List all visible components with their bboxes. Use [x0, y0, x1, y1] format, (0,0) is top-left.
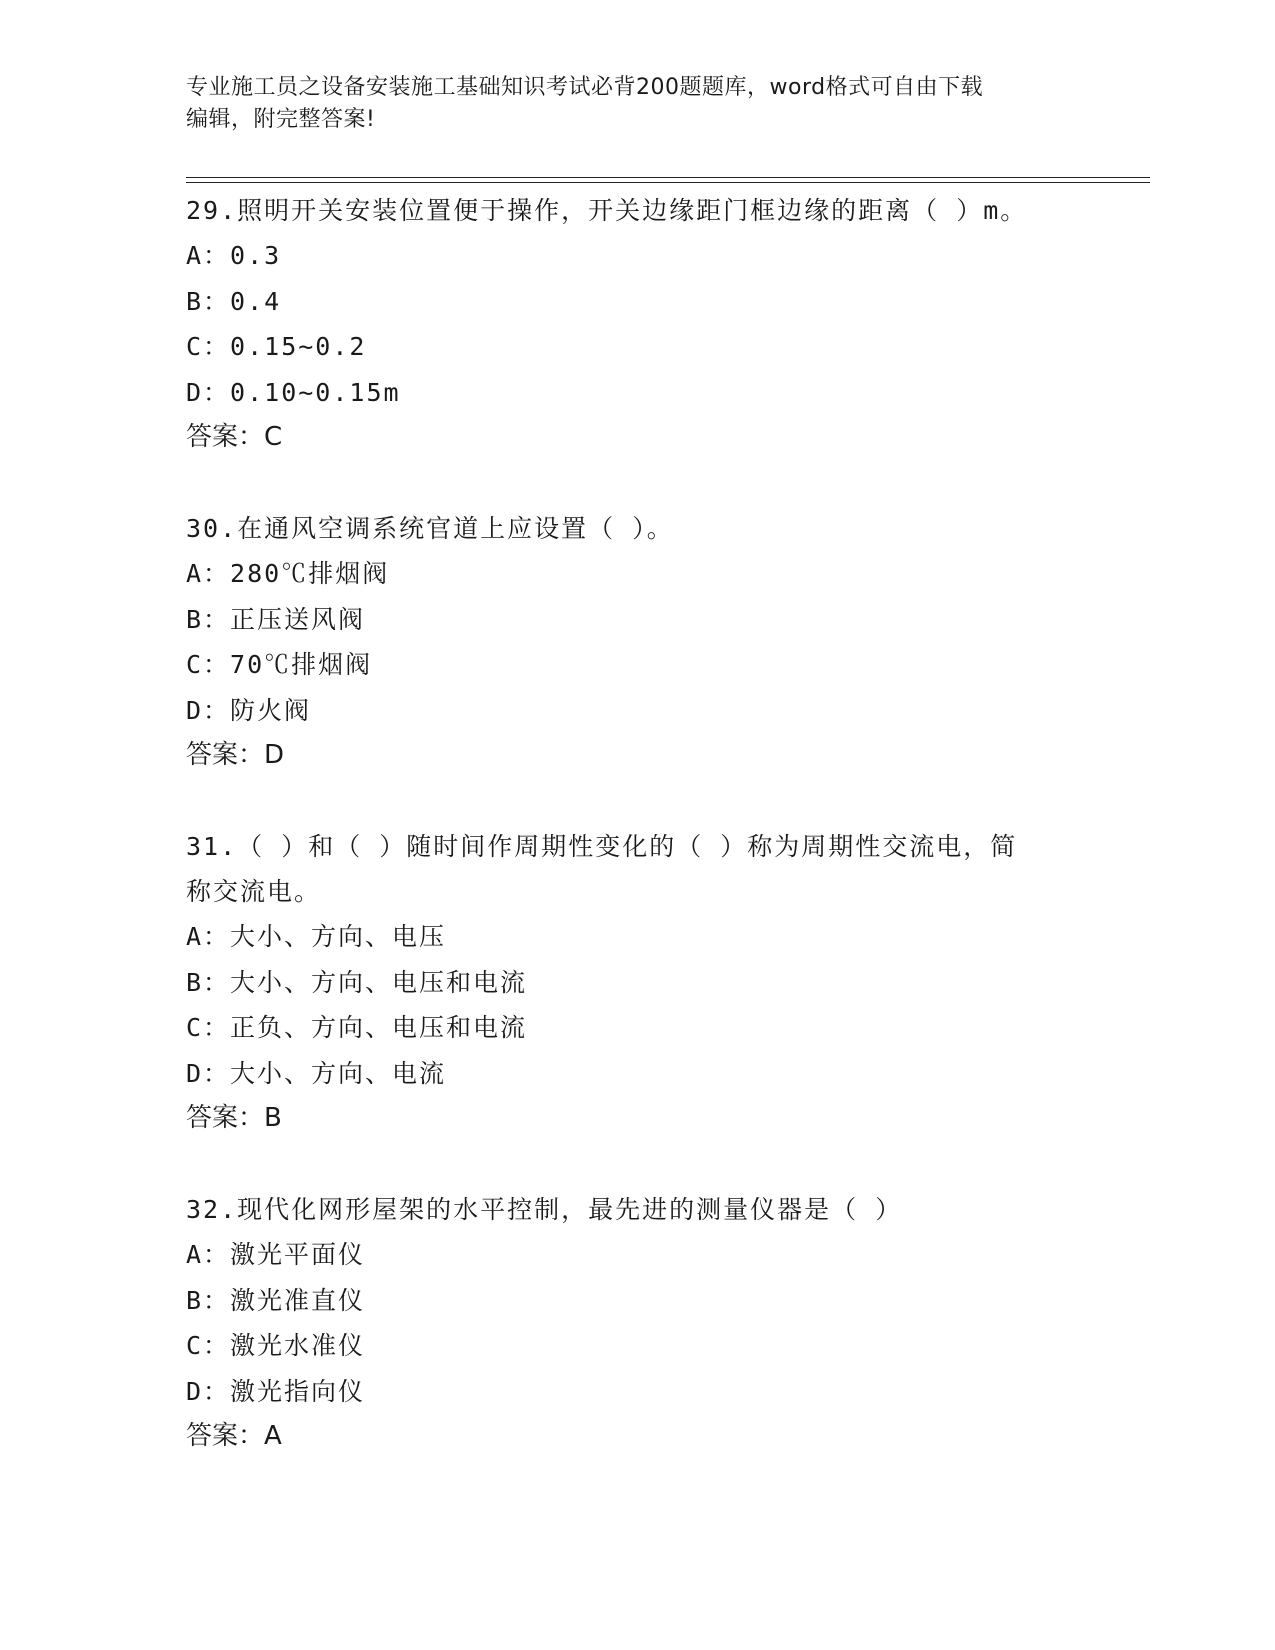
header-line-2: 编辑，附完整答案! [186, 107, 376, 132]
option-a: A：280℃排烟阀 [186, 559, 390, 588]
header-line-1: 专业施工员之设备安装施工基础知识考试必背200题题库，word格式可自由下载 [186, 75, 984, 100]
option-b: B：大小、方向、电压和电流 [186, 967, 528, 997]
question-31 [186, 824, 1086, 1141]
option-b: B：激光准直仪 [186, 1285, 366, 1315]
answer: 答案：A [186, 1421, 282, 1451]
option-d: D：防火阀 [186, 695, 312, 725]
answer: 答案：D [186, 740, 285, 770]
option-a: A：激光平面仪 [186, 1240, 366, 1269]
option-a: A：大小、方向、电压 [186, 922, 447, 951]
answer: 答案：C [186, 422, 283, 452]
header-divider-bottom [186, 182, 1150, 183]
option-a: A：0.3 [186, 241, 282, 270]
question-32 [186, 1187, 1086, 1459]
option-d: D：大小、方向、电流 [186, 1058, 447, 1088]
option-c: C：0.15~0.2 [186, 332, 367, 361]
option-c: C：正负、方向、电压和电流 [186, 1013, 528, 1042]
header-divider-top [186, 177, 1150, 178]
question-stem: 29.照明开关安装位置便于操作，开关边缘距门框边缘的距离（ ）m。 [186, 196, 1028, 225]
option-b: B：正压送风阀 [186, 604, 366, 634]
question-stem: 31.（ ）和（ ）随时间作周期性变化的（ ）称为周期性交流电，简 称交流电。 [186, 832, 1018, 906]
question-stem: 30.在通风空调系统官道上应设置（ ）。 [186, 514, 674, 543]
question-29 [186, 188, 1086, 460]
option-c: C：70℃排烟阀 [186, 650, 373, 679]
option-b: B：0.4 [186, 286, 282, 316]
option-d: D：激光指向仪 [186, 1376, 366, 1406]
question-30 [186, 506, 1086, 778]
document-header [186, 72, 1086, 136]
question-stem: 32.现代化网形屋架的水平控制，最先进的测量仪器是（ ） [186, 1195, 903, 1224]
option-c: C：激光水准仪 [186, 1331, 366, 1360]
option-d: D：0.10~0.15m [186, 377, 401, 407]
answer: 答案：B [186, 1103, 282, 1133]
